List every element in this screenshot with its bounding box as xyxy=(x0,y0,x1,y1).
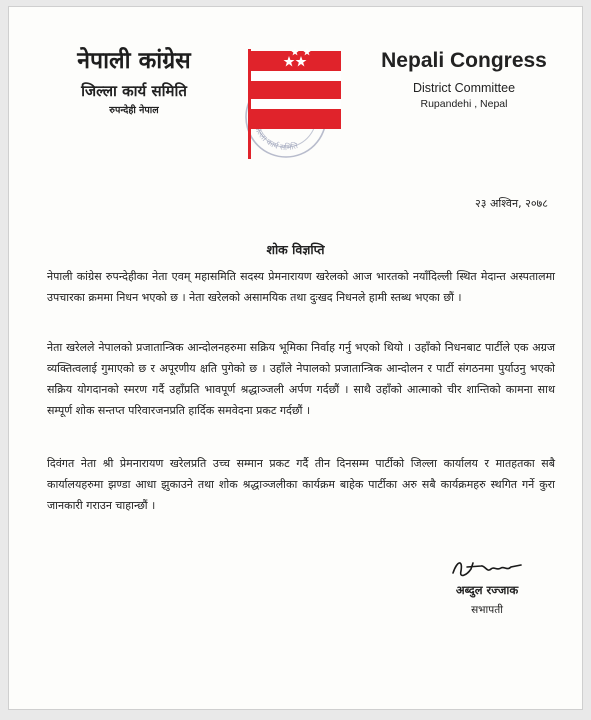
flag-stripe-bottom xyxy=(251,109,341,129)
org-name-nepali: नेपाली कांग्रेस xyxy=(77,48,191,74)
party-flag-logo-icon xyxy=(227,45,345,163)
flag-stripe-white-1 xyxy=(251,71,341,81)
committee-name-nepali: जिल्ला कार्य समिति xyxy=(81,82,187,100)
body-paragraph-1: नेपाली कांग्रेस रुपन्देहीका नेता एवम् महासमिति सदस्य प्रेमनारायण खरेलको आज भारतको नयाँदिल्ली स्थित मेदान्त अस्पतालमा उपचारका क्रममा निधन भएको छ । नेता खरेलको असामयिक तथा दुःखद निधनले हामी स्तब्ध भएका छौं । xyxy=(47,270,555,304)
letter-page xyxy=(8,6,583,710)
letter-date: २३ अश्विन, २०७८ xyxy=(475,197,548,210)
flag-stripe-white-2 xyxy=(251,99,341,109)
flag-pole xyxy=(248,49,251,159)
signatory-title: सभापती xyxy=(471,604,503,616)
flag-stripe-middle xyxy=(251,81,341,99)
district-english: Rupandehi , Nepal xyxy=(420,98,508,110)
body-paragraph-2: नेता खरेलले नेपालको प्रजातान्त्रिक आन्दोलनहरुमा सक्रिय भूमिका निर्वाह गर्नु भएको थियो । उहाँको निधनबाट पार्टीले एक अग्रज व्यक्तित्वलाई गुमाएको छ र अपूरणीय क्षति पुगेको छ । उहाँले नेपालको प्रजातान्त्रिक आन्दोलन र पार्टी संगठनमा पुर्याउनु भएको सक्रिय योगदानको स्मरण गर्दै उहाँप्रति भावपूर्ण श्रद्धाञ्जली अर्पण गर्दछौं । साथै उहाँको आत्माको चीर शान्तिको कामना साथ सम्पूर्ण शोक सन्तप्त परिवारजनप्रति हार्दिक समवेदना प्रकट गर्दछौं । xyxy=(47,341,555,417)
signature-block xyxy=(432,555,542,617)
letter-title: शोक विज्ञप्ति xyxy=(266,242,325,257)
seal-text: ल्ला कार्य समिति xyxy=(255,129,299,153)
signatory-name: अब्दुल रज्जाक xyxy=(455,583,519,597)
handwritten-signature-icon xyxy=(447,555,527,583)
header-english xyxy=(364,47,564,110)
org-name-english: Nepali Congress xyxy=(381,49,547,72)
committee-name-english: District Committee xyxy=(412,81,516,95)
header-nepali xyxy=(49,47,219,116)
district-nepali: रुपन्देही नेपाल xyxy=(109,105,159,116)
body-paragraph-3: दिवंगत नेता श्री प्रेमनारायण खरेलप्रति उच्च सम्मान प्रकट गर्दै तीन दिनसम्म पार्टीको जिल्ला कार्यालय र मातहतका सबै कार्यालयहरुमा झण्डा आधा झुकाउने तथा शोक श्रद्धाञ्जलीका कार्यक्रम बाहेक पार्टीका अरु सबै कार्यक्रमहरु स्थगित गर्ने कुरा जानकारी गराउन चाहान्छौं । xyxy=(47,457,555,512)
